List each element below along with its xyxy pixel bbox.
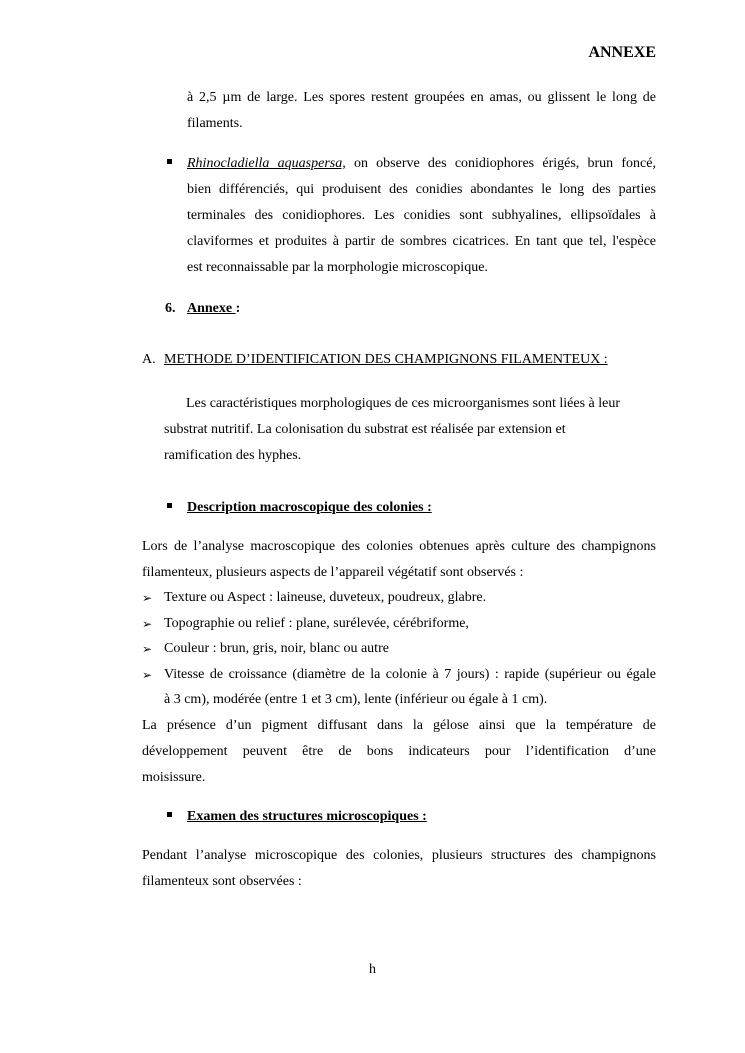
macro-item-4: Vitesse de croissance (diamètre de la colonie à 7 jours) : rapide (supérieur ou égale (164, 667, 656, 682)
macro-item-1: Texture ou Aspect : laineuse, duveteux, poudreux, glabre. (164, 590, 487, 605)
rhino-line-4: claviformes et produites à partir de sombres cicatrices. En tant que tel, l'espèce (187, 234, 656, 249)
micro-heading: Examen des structures microscopiques : (187, 809, 427, 824)
rhino-line-3: terminales des conidiophores. Les conidies sont subhyalines, ellipsoïdales à (187, 208, 656, 223)
pigment-line-1: La présence d’un pigment diffusant dans la gélose ainsi que la température de (142, 718, 656, 733)
square-bullet-icon (167, 812, 172, 817)
arrow-bullet-icon: ➢ (142, 642, 153, 656)
page-header-title: ANNEXE (588, 44, 656, 61)
pigment-line-2: développement peuvent être de bons indicateurs pour l’identification d’une (142, 744, 656, 759)
micro-paragraph-line-1: Pendant l’analyse microscopique des colonies, plusieurs structures des champignons (142, 848, 656, 863)
macro-paragraph-line-2: filamenteux, plusieurs aspects de l’appareil végétatif sont observés : (142, 565, 524, 580)
rhino-line-1 (187, 151, 656, 177)
page-number: h (369, 962, 376, 977)
intro-line-1: Les caractéristiques morphologiques de ces microorganismes sont liées à leur (186, 396, 620, 411)
section-6-number: 6. (165, 301, 176, 316)
rhino-line-5: est reconnaissable par la morphologie microscopique. (187, 260, 488, 275)
macro-paragraph-line-1: Lors de l’analyse macroscopique des colonies obtenues après culture des champignons (142, 539, 656, 554)
continuation-line-1: à 2,5 µm de large. Les spores restent groupées en amas, ou glissent le long de (187, 90, 656, 105)
arrow-bullet-icon: ➢ (142, 617, 153, 631)
section-6-colon: : (235, 301, 241, 316)
intro-line-2: substrat nutritif. La colonisation du substrat est réalisée par extension et (164, 422, 566, 437)
arrow-bullet-icon: ➢ (142, 668, 153, 682)
section-6-heading (187, 296, 240, 322)
square-bullet-icon (167, 503, 172, 508)
section-a-letter: A. (142, 352, 156, 367)
intro-line-3: ramification des hyphes. (164, 448, 302, 463)
pigment-line-3: moisissure. (142, 770, 206, 785)
micro-paragraph-line-2: filamenteux sont observées : (142, 874, 302, 889)
arrow-bullet-icon: ➢ (142, 591, 153, 605)
continuation-line-2: filaments. (187, 116, 243, 131)
species-name: Rhinocladiella aquaspersa, (187, 156, 346, 171)
macro-item-4-line-2: à 3 cm), modérée (entre 1 et 3 cm), lente (inférieur ou égale à 1 cm). (164, 692, 548, 707)
macro-item-2: Topographie ou relief : plane, surélevée, cérébriforme, (164, 616, 469, 631)
rhino-line-2: bien différenciés, qui produisent des conidies abondantes le long des parties (187, 182, 656, 197)
rhino-line-1-rest: on observe des conidiophores érigés, brun foncé, (345, 156, 656, 171)
macro-heading: Description macroscopique des colonies : (187, 500, 432, 515)
square-bullet-icon (167, 159, 172, 164)
section-a-title: METHODE D’IDENTIFICATION DES CHAMPIGNONS FILAMENTEUX : (164, 352, 608, 367)
macro-item-3: Couleur : brun, gris, noir, blanc ou autre (164, 641, 389, 656)
section-6-title: Annexe (187, 301, 236, 316)
